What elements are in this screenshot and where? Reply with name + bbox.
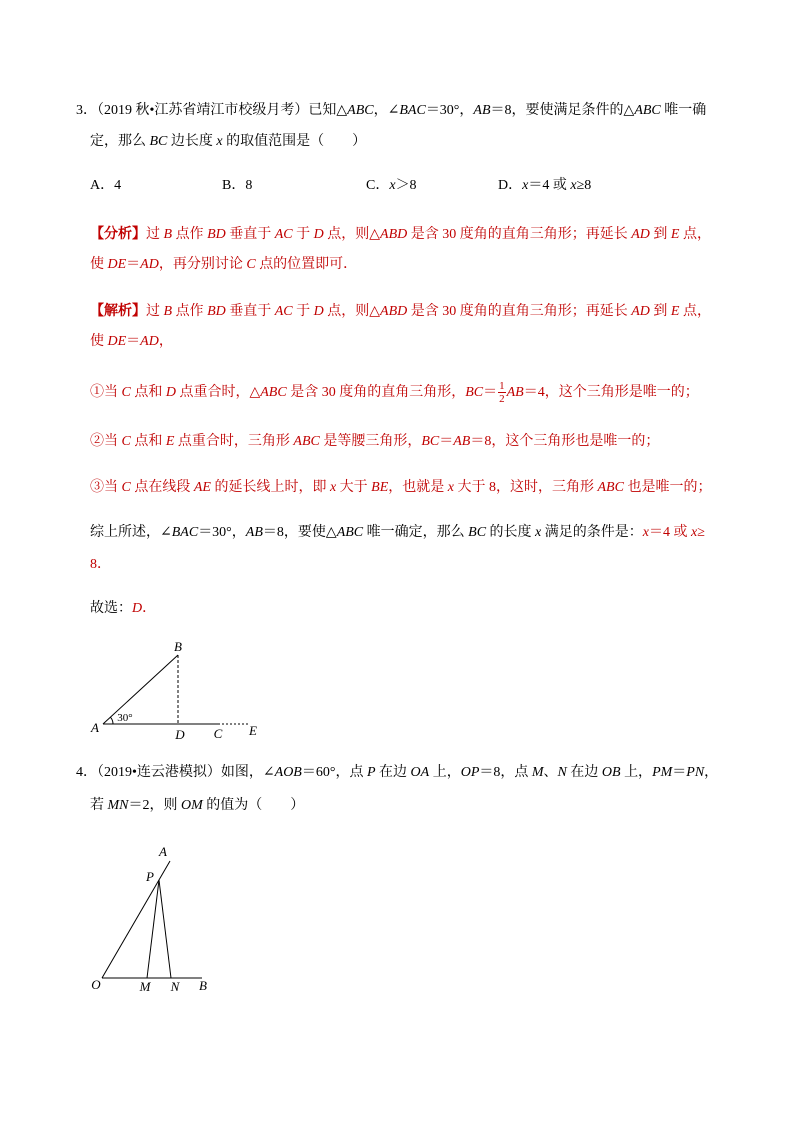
text-run: 8． [90, 557, 111, 572]
text-run: 是含 30 度角的直角三角形；再延长 [407, 304, 632, 319]
text-run: ＝8，这个三角形也是唯一的； [470, 434, 660, 449]
text-run: 上， [429, 765, 461, 780]
text-run: 、 [543, 765, 558, 780]
math-variable: ABC [260, 385, 287, 400]
math-variable: D [132, 601, 143, 616]
math-variable: ABC [336, 525, 364, 540]
math-variable: C [246, 257, 256, 272]
text-run: 是含 30 度角的直角三角形；再延长 [407, 227, 632, 242]
math-variable: BC [465, 385, 484, 400]
segment-pm [147, 880, 159, 978]
text-run: 4．（2019•连云港模拟）如图，∠ [76, 765, 275, 780]
label-p: P [146, 869, 154, 884]
q4-figure [85, 840, 215, 1000]
text-run: 的值为（ ） [202, 798, 305, 813]
math-variable: E [165, 434, 175, 449]
math-variable: M [531, 765, 544, 780]
math-variable: AC [274, 227, 293, 242]
math-variable: DE [107, 334, 127, 349]
segment-pn [159, 880, 171, 978]
text-run: 边长度 [167, 134, 217, 149]
math-variable: ABC [634, 103, 661, 118]
text-run: ＝30°， [425, 103, 474, 118]
math-variable: E [670, 304, 680, 319]
text-run: ，也就是 [388, 480, 448, 495]
text-run: ＝ [126, 334, 141, 349]
math-variable: x [570, 178, 577, 193]
text-run: 大于 [336, 480, 372, 495]
math-variable: ABC [347, 103, 374, 118]
text-run: 唯一确定，那么 [363, 525, 469, 540]
text-run: 垂直于 [225, 227, 275, 242]
math-variable: BC [149, 134, 168, 149]
q3-option-c [366, 176, 417, 196]
text-run: ， [704, 765, 719, 780]
text-run: C． [366, 178, 390, 193]
text-run: 是含 30 度角的直角三角形， [286, 385, 466, 400]
analysis-line-1-text [146, 227, 711, 242]
text-run: 满足的条件是： [541, 525, 643, 540]
text-run: 唯一确 [660, 103, 707, 118]
math-variable: D [313, 227, 324, 242]
solution-line-1-text [146, 304, 711, 319]
text-run: 点在线段 [130, 480, 194, 495]
case-1-before [90, 385, 497, 400]
q3-option-b [222, 176, 252, 196]
math-variable: x [447, 480, 454, 495]
text-run: A．4 [90, 178, 122, 193]
label-e: E [249, 723, 257, 738]
math-variable: x [642, 525, 649, 540]
q3-option-d [498, 176, 591, 196]
segment-ab [103, 655, 178, 724]
math-variable: AE [193, 480, 211, 495]
text-run: 使 [90, 257, 108, 272]
text-run: 的延长线上时，即 [210, 480, 330, 495]
math-variable: x [389, 178, 396, 193]
text-run: ＝ [439, 434, 454, 449]
math-variable: ABC [293, 434, 320, 449]
math-variable: BD [207, 304, 226, 319]
text-run: ＝4 或 [648, 525, 691, 540]
math-variable: AOB [274, 765, 302, 780]
solution-line-1 [90, 302, 711, 322]
math-variable: ABD [380, 304, 408, 319]
text-run: 点，则△ [323, 227, 381, 242]
math-variable: D [165, 385, 176, 400]
summary-line [90, 523, 705, 543]
math-variable: AD [631, 304, 650, 319]
math-variable: OB [601, 765, 621, 780]
math-variable: N [557, 765, 567, 780]
label-m: M [139, 979, 151, 994]
text-run: ③当 [90, 480, 122, 495]
text-run: ， [158, 334, 173, 349]
text-run: ≥8 [576, 178, 592, 193]
math-variable: OM [181, 798, 203, 813]
label-a: A [159, 844, 167, 859]
text-run: ＝2，则 [128, 798, 181, 813]
math-variable: MN [107, 798, 129, 813]
label-c: C [213, 726, 223, 741]
text-run: 点， [679, 227, 711, 242]
text-run: ＝60°，点 [301, 765, 367, 780]
summary-answer [643, 525, 705, 540]
math-variable: PN [686, 765, 705, 780]
math-variable: BAC [399, 103, 426, 118]
angle-arc-a [110, 717, 113, 724]
text-run: 在边 [375, 765, 411, 780]
math-variable: D [313, 304, 324, 319]
text-run: 点和 [130, 385, 166, 400]
text-run: 是等腰三角形， [319, 434, 422, 449]
analysis-label: 【分析】 [90, 227, 146, 242]
label-n: N [170, 979, 180, 994]
text-run: 上， [620, 765, 653, 780]
text-run: ，∠ [373, 103, 400, 118]
math-variable: C [121, 480, 131, 495]
q4-stem-line-2 [90, 796, 304, 816]
text-run: 的取值范围是（ ） [222, 134, 367, 149]
text-run: ＝30°， [198, 525, 246, 540]
math-variable: BE [371, 480, 389, 495]
text-run: ①当 [90, 385, 122, 400]
q3-figure [80, 630, 270, 745]
q4-stem-line-1 [76, 763, 718, 783]
text-run: 于 [292, 227, 314, 242]
text-run: 定，那么 [90, 134, 150, 149]
case-1-line [90, 380, 699, 406]
text-run: 到 [649, 304, 671, 319]
text-run: 点的位置即可． [255, 257, 358, 272]
text-run: 的长度 [486, 525, 536, 540]
summary-text [90, 525, 643, 540]
text-run: 使 [90, 334, 108, 349]
text-run: ＝8，要使满足条件的△ [490, 103, 635, 118]
math-variable: ABD [380, 227, 408, 242]
math-variable: C [121, 434, 131, 449]
math-variable: BC [468, 525, 487, 540]
analysis-line-1 [90, 225, 711, 245]
math-variable: B [163, 227, 173, 242]
case-3-line [90, 478, 711, 498]
text-run: ＝ [483, 385, 498, 400]
math-variable: x [535, 525, 542, 540]
fraction-one-half [498, 381, 506, 405]
math-variable: PM [652, 765, 673, 780]
text-run: 点重合时，三角形 [174, 434, 294, 449]
text-run: 于 [292, 304, 314, 319]
solution-label: 【解析】 [90, 304, 146, 319]
text-run: 点作 [172, 304, 208, 319]
text-run: 也是唯一的； [623, 480, 712, 495]
math-variable: x [690, 525, 698, 540]
ray-oa [102, 861, 170, 978]
math-variable: ABC [597, 480, 624, 495]
text-run: B．8 [222, 178, 253, 193]
text-run: ＝8，要使△ [262, 525, 337, 540]
choice-label: 故选： [90, 601, 132, 616]
case-1-after [507, 385, 699, 400]
math-variable: DE [107, 257, 127, 272]
choice-line [90, 599, 156, 619]
text-run: ＞8 [395, 178, 417, 193]
label-o: O [91, 977, 101, 992]
math-variable: x [329, 480, 337, 495]
text-run: 到 [649, 227, 671, 242]
math-variable: OP [460, 765, 480, 780]
math-variable: E [670, 227, 680, 242]
math-variable: B [163, 304, 173, 319]
text-run: ＝4 或 [528, 178, 571, 193]
text-run: 在边 [566, 765, 602, 780]
text-run: ≥ [697, 525, 705, 540]
label-b: B [199, 978, 207, 993]
q3-stem-line-2 [90, 132, 366, 152]
text-run: 大于 8，这时，三角形 [454, 480, 598, 495]
math-variable: AC [274, 304, 293, 319]
solution-line-2 [90, 332, 173, 352]
fraction-denominator: 2 [499, 392, 505, 405]
summary-answer-end [90, 555, 111, 575]
math-variable: x [522, 178, 529, 193]
q3-stem-line-1 [76, 101, 706, 121]
math-variable: BAC [171, 525, 199, 540]
math-variable: AB [473, 103, 491, 118]
q3-option-a [90, 176, 121, 196]
text-run: 3．（2019 秋•江苏省靖江市校级月考）已知△ [76, 103, 348, 118]
text-run: 点作 [172, 227, 208, 242]
text-run: ＝ [672, 765, 687, 780]
math-variable: BD [207, 227, 226, 242]
text-run: 点重合时，△ [175, 385, 261, 400]
math-variable: AD [140, 334, 159, 349]
math-variable: AB [245, 525, 263, 540]
text-run: ＝4，这个三角形是唯一的； [523, 385, 699, 400]
text-run: 过 [146, 304, 164, 319]
math-variable: AD [631, 227, 650, 242]
text-run: 综上所述，∠ [90, 525, 172, 540]
text-run: ，再分别讨论 [158, 257, 247, 272]
text-run: 点和 [130, 434, 166, 449]
math-variable: AB [506, 385, 524, 400]
text-run: D． [498, 178, 523, 193]
choice-answer [132, 601, 156, 616]
text-run: 点， [679, 304, 711, 319]
math-variable: AD [140, 257, 159, 272]
fraction-numerator: 1 [499, 379, 505, 392]
case-2-line [90, 432, 659, 452]
math-variable: BC [421, 434, 440, 449]
text-run: 过 [146, 227, 164, 242]
math-variable: C [121, 385, 131, 400]
text-run: 垂直于 [225, 304, 275, 319]
text-run: 点，则△ [323, 304, 381, 319]
math-variable: OA [410, 765, 430, 780]
analysis-line-2 [90, 255, 357, 275]
text-run: ＝8，点 [479, 765, 532, 780]
label-b: B [174, 639, 182, 654]
math-variable: P [366, 765, 376, 780]
label-a: A [91, 720, 99, 735]
math-variable: x [216, 134, 223, 149]
text-run: ＝ [126, 257, 141, 272]
label-d: D [175, 727, 185, 742]
math-variable: AB [453, 434, 471, 449]
text-run: ． [142, 601, 157, 616]
text-run: 若 [90, 798, 108, 813]
text-run: ②当 [90, 434, 122, 449]
label-angle-30: 30° [117, 712, 133, 724]
